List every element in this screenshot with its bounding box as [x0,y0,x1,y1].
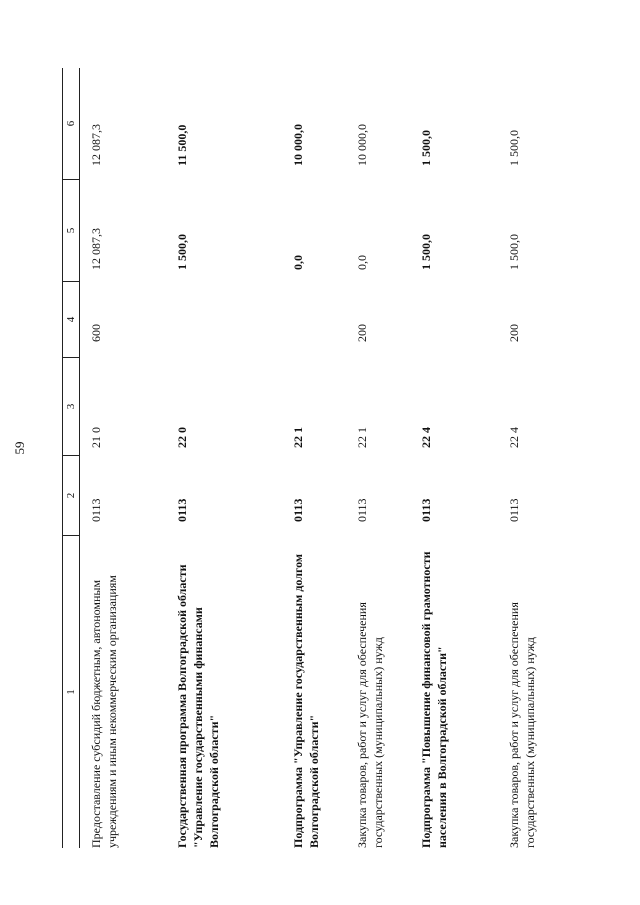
row-name: Предоставление субсидий бюджетным, автономным учреждениям и иным некоммерческим организациям [89,575,119,848]
row-name: Подпрограмма "Управление государственным долгом Волгоградской области" [291,553,321,848]
row-code: 0113 [175,498,189,522]
header-col-1: 1 [65,689,77,695]
row-name: Закупка товаров, работ и услуг для обеспечения государственных (муниципальных) нужд [507,602,537,848]
row-value-5: 1 500,0 [419,234,433,270]
row-program: 22 4 [419,427,433,448]
row-program: 22 1 [291,427,305,448]
header-col-3: 3 [63,358,79,456]
row-code: 0113 [507,498,521,522]
budget-table [62,68,602,848]
row-name: Подпрограмма "Повышение финансовой грамотности населения в Волгоградской области" [419,551,449,848]
header-col-2: 2 [63,456,79,536]
row-value-6: 10 000,0 [355,124,369,166]
row-value-6: 12 087,3 [89,124,103,166]
row-program: 22 1 [355,427,369,448]
row-value-6: 1 500,0 [419,130,433,166]
row-expense-type: 600 [89,324,103,342]
row-expense-type: 200 [355,324,369,342]
row-expense-type: 200 [507,324,521,342]
row-code: 0113 [355,498,369,522]
row-name: Государственная программа Волгоградской области "Управление государственными финансами Волгоградской области" [175,564,221,848]
row-value-5: 0,0 [291,255,305,270]
row-program: 21 0 [89,427,103,448]
header-col-5: 5 [63,180,79,282]
row-code: 0113 [291,498,305,522]
row-name: Закупка товаров, работ и услуг для обеспечения государственных (муниципальных) нужд [355,602,385,848]
row-value-5: 12 087,3 [89,228,103,270]
row-program: 22 0 [175,427,189,448]
row-program: 22 4 [507,427,521,448]
page-number: 59 [12,441,27,455]
row-value-6: 11 500,0 [175,124,189,166]
row-value-6: 1 500,0 [507,130,521,166]
row-value-5: 1 500,0 [175,234,189,270]
row-code: 0113 [89,498,103,522]
header-col-6: 6 [63,68,79,180]
row-value-5: 1 500,0 [507,234,521,270]
header-col-4: 4 [63,282,79,358]
row-value-5: 0,0 [355,255,369,270]
table-header [62,68,80,848]
row-value-6: 10 000,0 [291,124,305,166]
row-code: 0113 [419,498,433,522]
